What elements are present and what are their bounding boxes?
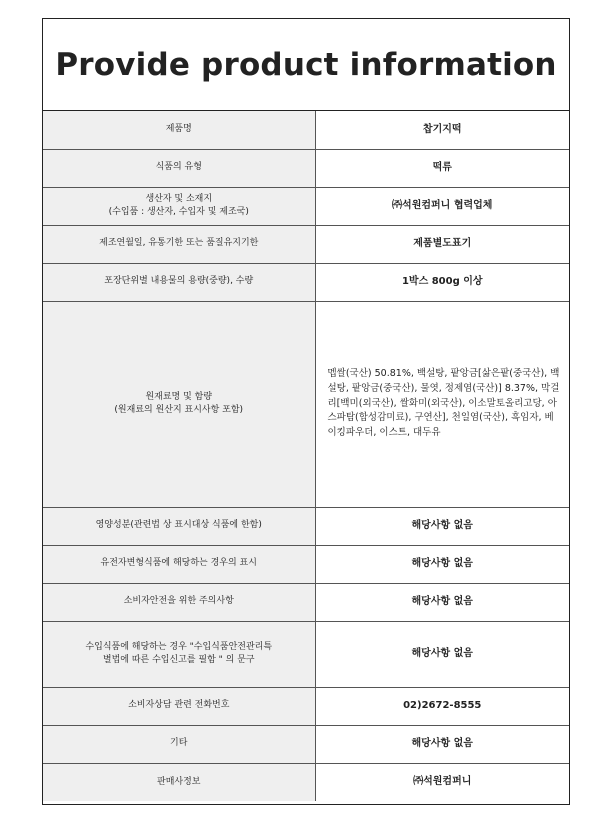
row-value: 찹기지떡 [422,123,462,135]
table-row-seller [43,763,569,801]
row-value: 해당사항 없음 [315,545,569,583]
table-row-expiry [43,225,569,263]
table-row-producer [43,187,569,225]
row-value: 해당사항 없음 [315,583,569,621]
row-label: 제조연월일, 유통기한 또는 품질유지기한 [43,225,315,263]
row-value: 멥쌀(국산) 50.81%, 백설탕, 팥앙금[삶은팥(중국산), 백설탕, 팥앙금(중국산), 물엿, 정제염(국산)] 8.37%, 막걸리[백미(외국산), 쌀화미(외국산), 이소말토올리고당, 아스파탐(합성감미료), 구연산], 천일염(국산), 흑임자, 베이킹파우더, 이스트, 대두유 [315,301,569,507]
row-label: 제품명 [43,111,315,149]
row-label: 판매사정보 [43,763,315,801]
row-value: 02)2672-8555 [315,687,569,725]
row-label: 소비자상담 관련 전화번호 [43,687,315,725]
table-row-nutrition [43,507,569,545]
row-label: 소비자안전을 위한 주의사항 [43,583,315,621]
table-row-product-name [43,111,569,149]
row-label: 포장단위별 내용물의 용량(중량), 수량 [43,263,315,301]
table-row-phone [43,687,569,725]
row-label: 생산자 및 소재지 (수입품 : 생산자, 수입자 및 제조국) [43,187,315,225]
row-label: 영양성분(관련법 상 표시대상 식품에 한함) [43,507,315,545]
row-value: 떡류 [315,149,569,187]
table-row-import [43,621,569,687]
row-label: 식품의 유형 [43,149,315,187]
table-row-quantity [43,263,569,301]
row-value: 해당사항 없음 [315,725,569,763]
page-title: Provide product information [43,19,569,111]
row-label: 원재료명 및 함량 (원재료의 원산지 표시사항 포함) [43,301,315,507]
product-info-sheet [42,18,570,805]
row-value: 제품별도표기 [315,225,569,263]
product-info-table [43,111,569,801]
table-row-food-type [43,149,569,187]
table-row-safety [43,583,569,621]
row-value: 해당사항 없음 [315,621,569,687]
table-row-etc [43,725,569,763]
row-value: 1박스 800g 이상 [315,263,569,301]
row-label: 유전자변형식품에 해당하는 경우의 표시 [43,545,315,583]
row-value: ㈜석원컴퍼니 협력업체 [315,187,569,225]
row-label: 기타 [43,725,315,763]
row-value: ㈜석원컴퍼니 [315,763,569,801]
row-label: 수입식품에 해당하는 경우 "수입식품안전관리특 별법에 따른 수입신고를 필함 " 의 문구 [43,621,315,687]
row-value: 해당사항 없음 [315,507,569,545]
table-row-gmo [43,545,569,583]
table-row-ingredients [43,301,569,507]
